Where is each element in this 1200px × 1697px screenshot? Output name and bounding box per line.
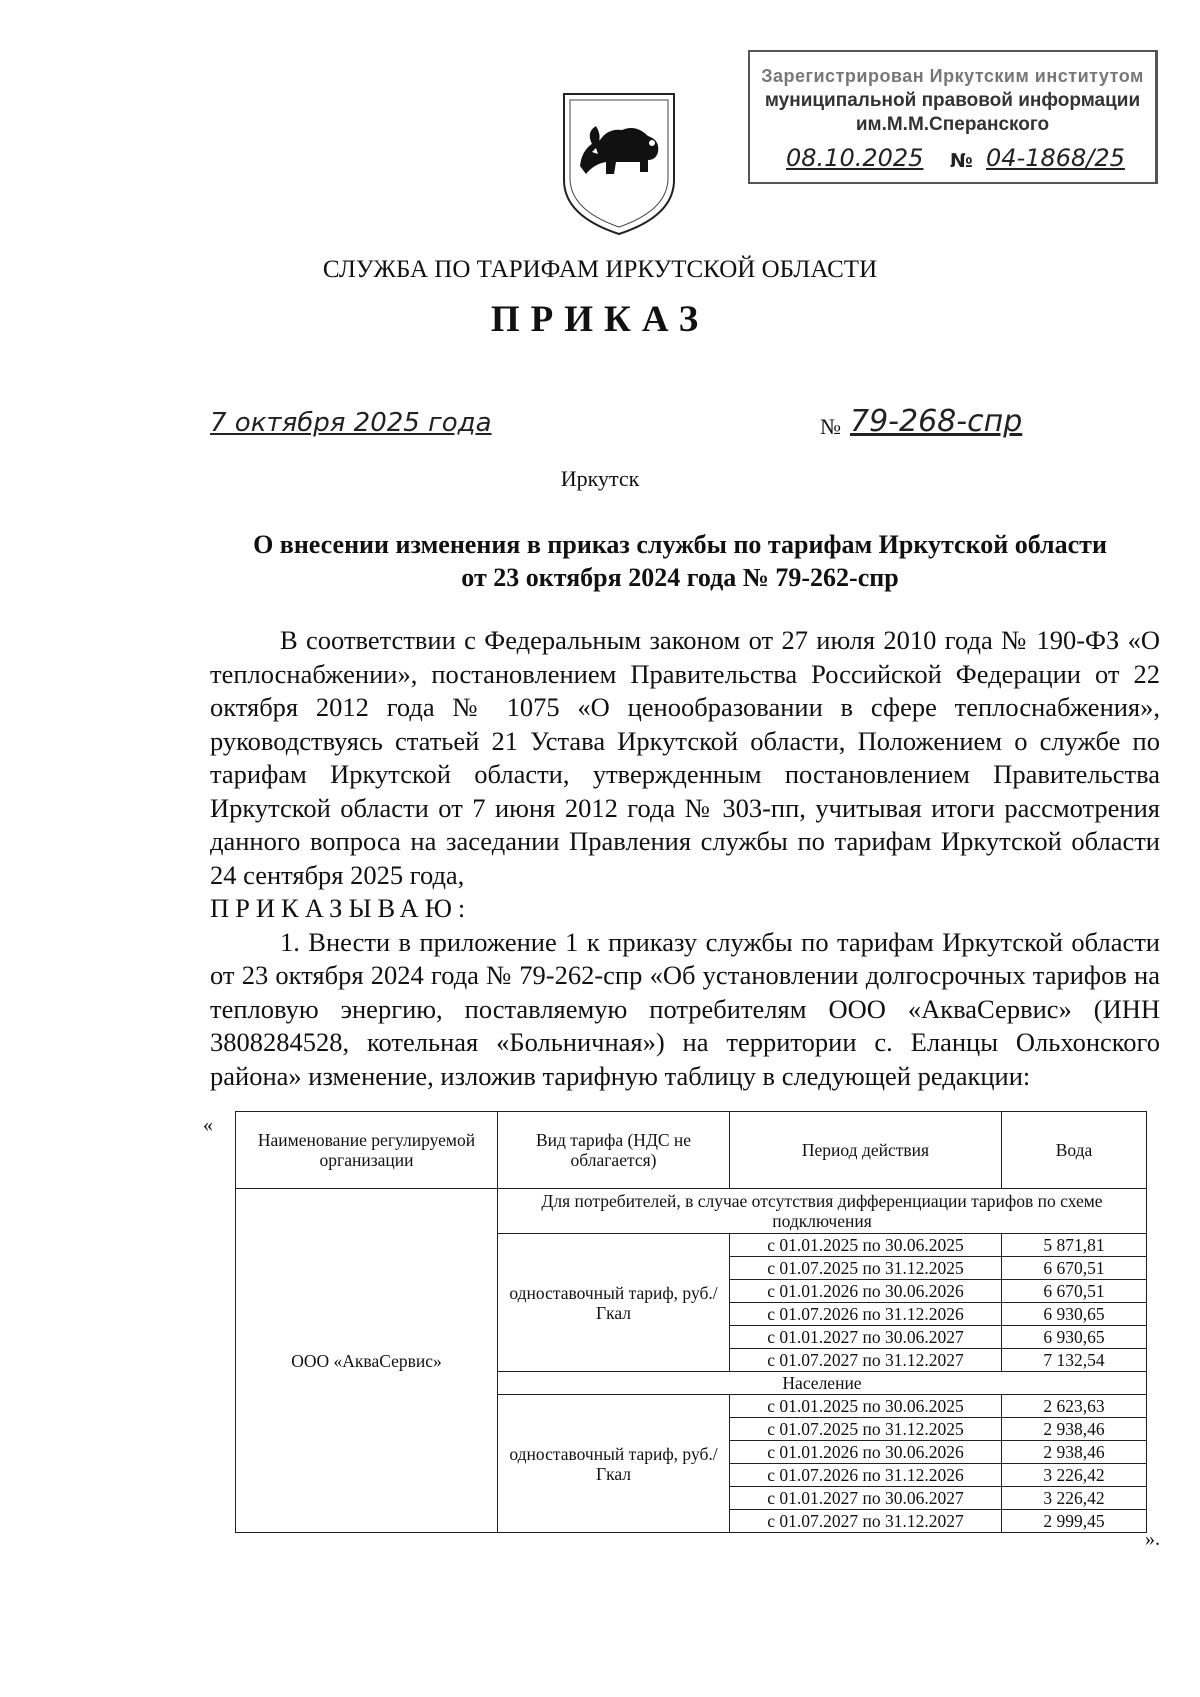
table-row — [236, 1189, 1147, 1234]
header-organization: Наименование регулируемой организации — [236, 1112, 498, 1189]
value-cell: 2 938,46 — [1002, 1418, 1147, 1441]
stamp-line-2: муниципальной правовой информации — [764, 90, 1141, 111]
period-cell: с 01.07.2025 по 31.12.2025 — [730, 1418, 1002, 1441]
period-cell: с 01.07.2025 по 31.12.2025 — [730, 1257, 1002, 1280]
period-cell: с 01.01.2026 по 30.06.2026 — [730, 1441, 1002, 1464]
stamp-registration-date: 08.10.2025 — [786, 144, 924, 172]
header-period: Период действия — [730, 1112, 1002, 1189]
order-number: 79-268-спр — [850, 404, 1023, 439]
value-cell: 6 670,51 — [1002, 1257, 1147, 1280]
tariff-type-cell-2: одноставочный тариф, руб./Гкал — [498, 1395, 730, 1533]
value-cell: 5 871,81 — [1002, 1234, 1147, 1257]
city-name: Иркутск — [560, 466, 640, 491]
group-label-2: Население — [498, 1372, 1147, 1395]
registration-stamp — [748, 50, 1158, 184]
value-cell: 6 670,51 — [1002, 1280, 1147, 1303]
period-cell: с 01.01.2025 по 30.06.2025 — [730, 1395, 1002, 1418]
tariff-table — [235, 1111, 1147, 1533]
value-cell: 7 132,54 — [1002, 1349, 1147, 1372]
agency-name: СЛУЖБА ПО ТАРИФАМ ИРКУТСКОЙ ОБЛАСТИ — [322, 256, 878, 283]
stamp-registration-number: 04-1868/25 — [986, 144, 1125, 172]
value-cell: 3 226,42 — [1002, 1464, 1147, 1487]
table-quote-close: ». — [1145, 1528, 1160, 1550]
stamp-number-label: № — [950, 150, 973, 172]
period-cell: с 01.01.2026 по 30.06.2026 — [730, 1280, 1002, 1303]
preamble-paragraph: В соответствии с Федеральным законом от 27 июля 2010 года № 190-ФЗ «О теплоснабжении», постановлением Правительства Российской Федерации от 22 октября 2012 года № 1075 «О ценообразовании в сфере теплоснабжения», руководствуясь статьей 21 Устава Иркутской области, Положением о службе по тарифам Иркутской области, утвержденным постановлением Правительства Иркутской области от 7 июня 2012 года № 303-пп, учитывая итоги рассмотрения данного вопроса на заседании Правления службы по тарифам Иркутской области 24 сентября 2025 года, — [210, 625, 1160, 890]
period-cell: с 01.07.2026 по 31.12.2026 — [730, 1464, 1002, 1487]
table-header-row — [236, 1112, 1147, 1189]
period-cell: с 01.07.2026 по 31.12.2026 — [730, 1303, 1002, 1326]
stamp-line-1: Зарегистрирован Иркутским институтом — [761, 66, 1144, 86]
document-title-line-2: от 23 октября 2024 года № 79-262-спр — [461, 563, 899, 592]
value-cell: 3 226,42 — [1002, 1487, 1147, 1510]
orders-keyword: ПРИКАЗЫВАЮ: — [210, 893, 472, 923]
header-tariff-type: Вид тарифа (НДС не облагается) — [498, 1112, 730, 1189]
value-cell: 6 930,65 — [1002, 1326, 1147, 1349]
coat-of-arms-emblem — [556, 88, 682, 238]
order-number-label: № — [820, 414, 841, 439]
group-label-1: Для потребителей, в случае отсутствия дифференциации тарифов по схеме подключения — [498, 1189, 1147, 1234]
stamp-line-3: им.М.М.Сперанского — [855, 114, 1050, 135]
order-date: 7 октября 2025 года — [210, 408, 492, 438]
period-cell: с 01.01.2025 по 30.06.2025 — [730, 1234, 1002, 1257]
document-title — [200, 528, 1160, 594]
tariff-type-cell-1: одноставочный тариф, руб./Гкал — [498, 1234, 730, 1372]
organization-cell: ООО «АкваСервис» — [236, 1189, 498, 1533]
document-title-line-1: О внесении изменения в приказ службы по тарифам Иркутской области — [253, 530, 1107, 559]
period-cell: с 01.01.2027 по 30.06.2027 — [730, 1487, 1002, 1510]
value-cell: 2 999,45 — [1002, 1510, 1147, 1533]
header-water: Вода — [1002, 1112, 1147, 1189]
value-cell: 2 938,46 — [1002, 1441, 1147, 1464]
value-cell: 2 623,63 — [1002, 1395, 1147, 1418]
document-body — [210, 624, 1160, 1093]
value-cell: 6 930,65 — [1002, 1303, 1147, 1326]
table-quote-open: « — [203, 1114, 213, 1136]
period-cell: с 01.07.2027 по 31.12.2027 — [730, 1510, 1002, 1533]
document-type-title: ПРИКАЗ — [490, 299, 710, 340]
item-1-paragraph: 1. Внести в приложение 1 к приказу службы по тарифам Иркутской области от 23 октября 2024 года № 79-262-спр «Об установлении долгосрочных тарифов на тепловую энергию, поставляемую потребителям ООО «АкваСервис» (ИНН 3808284528, котельная «Больничная») на территории с. Еланцы Ольхонского района» изменение, изложив тарифную таблицу в следующей редакции: — [210, 926, 1160, 1091]
period-cell: с 01.07.2027 по 31.12.2027 — [730, 1349, 1002, 1372]
period-cell: с 01.01.2027 по 30.06.2027 — [730, 1326, 1002, 1349]
